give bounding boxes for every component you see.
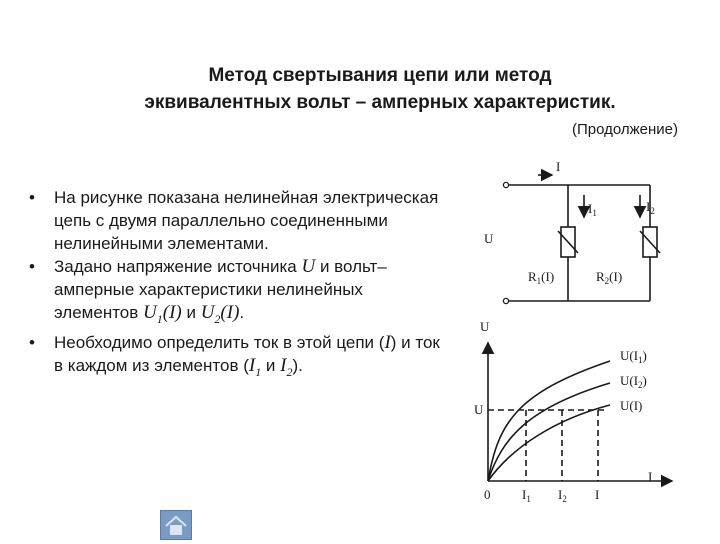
var-I1: $I_1$ [248,354,262,379]
slide-title-line-1: Метод свертывания цепи или метод [208,65,552,86]
bullet-2-text-a: Задано напряжение источника [54,257,302,276]
terminal-bottom [503,298,508,303]
curve-label-u-i2: $U(I_2)$ [620,373,647,390]
var-U1: $U_1(I)$ [143,302,182,326]
graph-x-label: I [648,469,653,484]
label-current-i: I [556,159,561,174]
label-current-i2: $I_2$ [646,199,655,216]
bullet-2-text-c: и [181,303,201,322]
graph-x-marker-i1: $I_1$ [522,487,531,504]
bullet-item-3 [26,331,446,384]
bullet-item-1 [26,186,446,255]
graph-origin-label: 0 [484,487,491,502]
bullet-3-text-c: и [261,355,281,375]
var-U2: $U_2(I)$ [200,302,240,326]
graph-x-marker-i: I [595,487,600,502]
slide-title-line-2: эквивалентных вольт – амперных характеристик. [144,92,616,113]
home-icon [161,511,191,539]
bullet-list [26,186,446,384]
bullet-3-text-d: ). [292,355,303,375]
label-voltage-u: U [484,231,494,246]
label-r1: $R_1(I)$ [528,269,555,286]
label-r2: $R_2(I)$ [596,269,623,286]
var-I: I [384,331,391,353]
var-U: U [301,256,316,277]
var-I2: $I_2$ [280,354,293,379]
curve-label-u-i: U(I) [620,398,643,413]
bullet-2-text-d: . [239,303,245,322]
terminal-top [503,182,508,187]
bullet-3-text-a: Необходимо определить ток в этой цепи ( [54,332,385,352]
label-current-i1: $I_1$ [588,201,597,218]
graph-y-label: U [480,319,490,334]
graph-u-marker-label: U [474,402,484,417]
graph-x-marker-i2: $I_2$ [558,487,567,504]
curve-u-i1 [488,361,610,481]
slide-subtitle: (Продолжение) [571,121,678,138]
circuit-and-graph-figure [460,155,700,515]
vac-graph [488,343,672,481]
bullet-2-text-b: и вольт–амперные характеристики нелинейных элементов [54,257,387,322]
bullet-1-text: На рисунке показана нелинейная электрическая цепь с двумя параллельно соединенными нелинейными элементами. [54,188,439,253]
curve-u-i2 [488,383,610,481]
home-nav-button[interactable] [160,510,192,540]
bullet-item-2 [26,255,446,331]
bullet-3-text-b: ) и ток в каждом из элементов ( [54,332,440,375]
slide-title [40,62,720,116]
curve-label-u-i1: $U(I_1)$ [620,348,647,365]
